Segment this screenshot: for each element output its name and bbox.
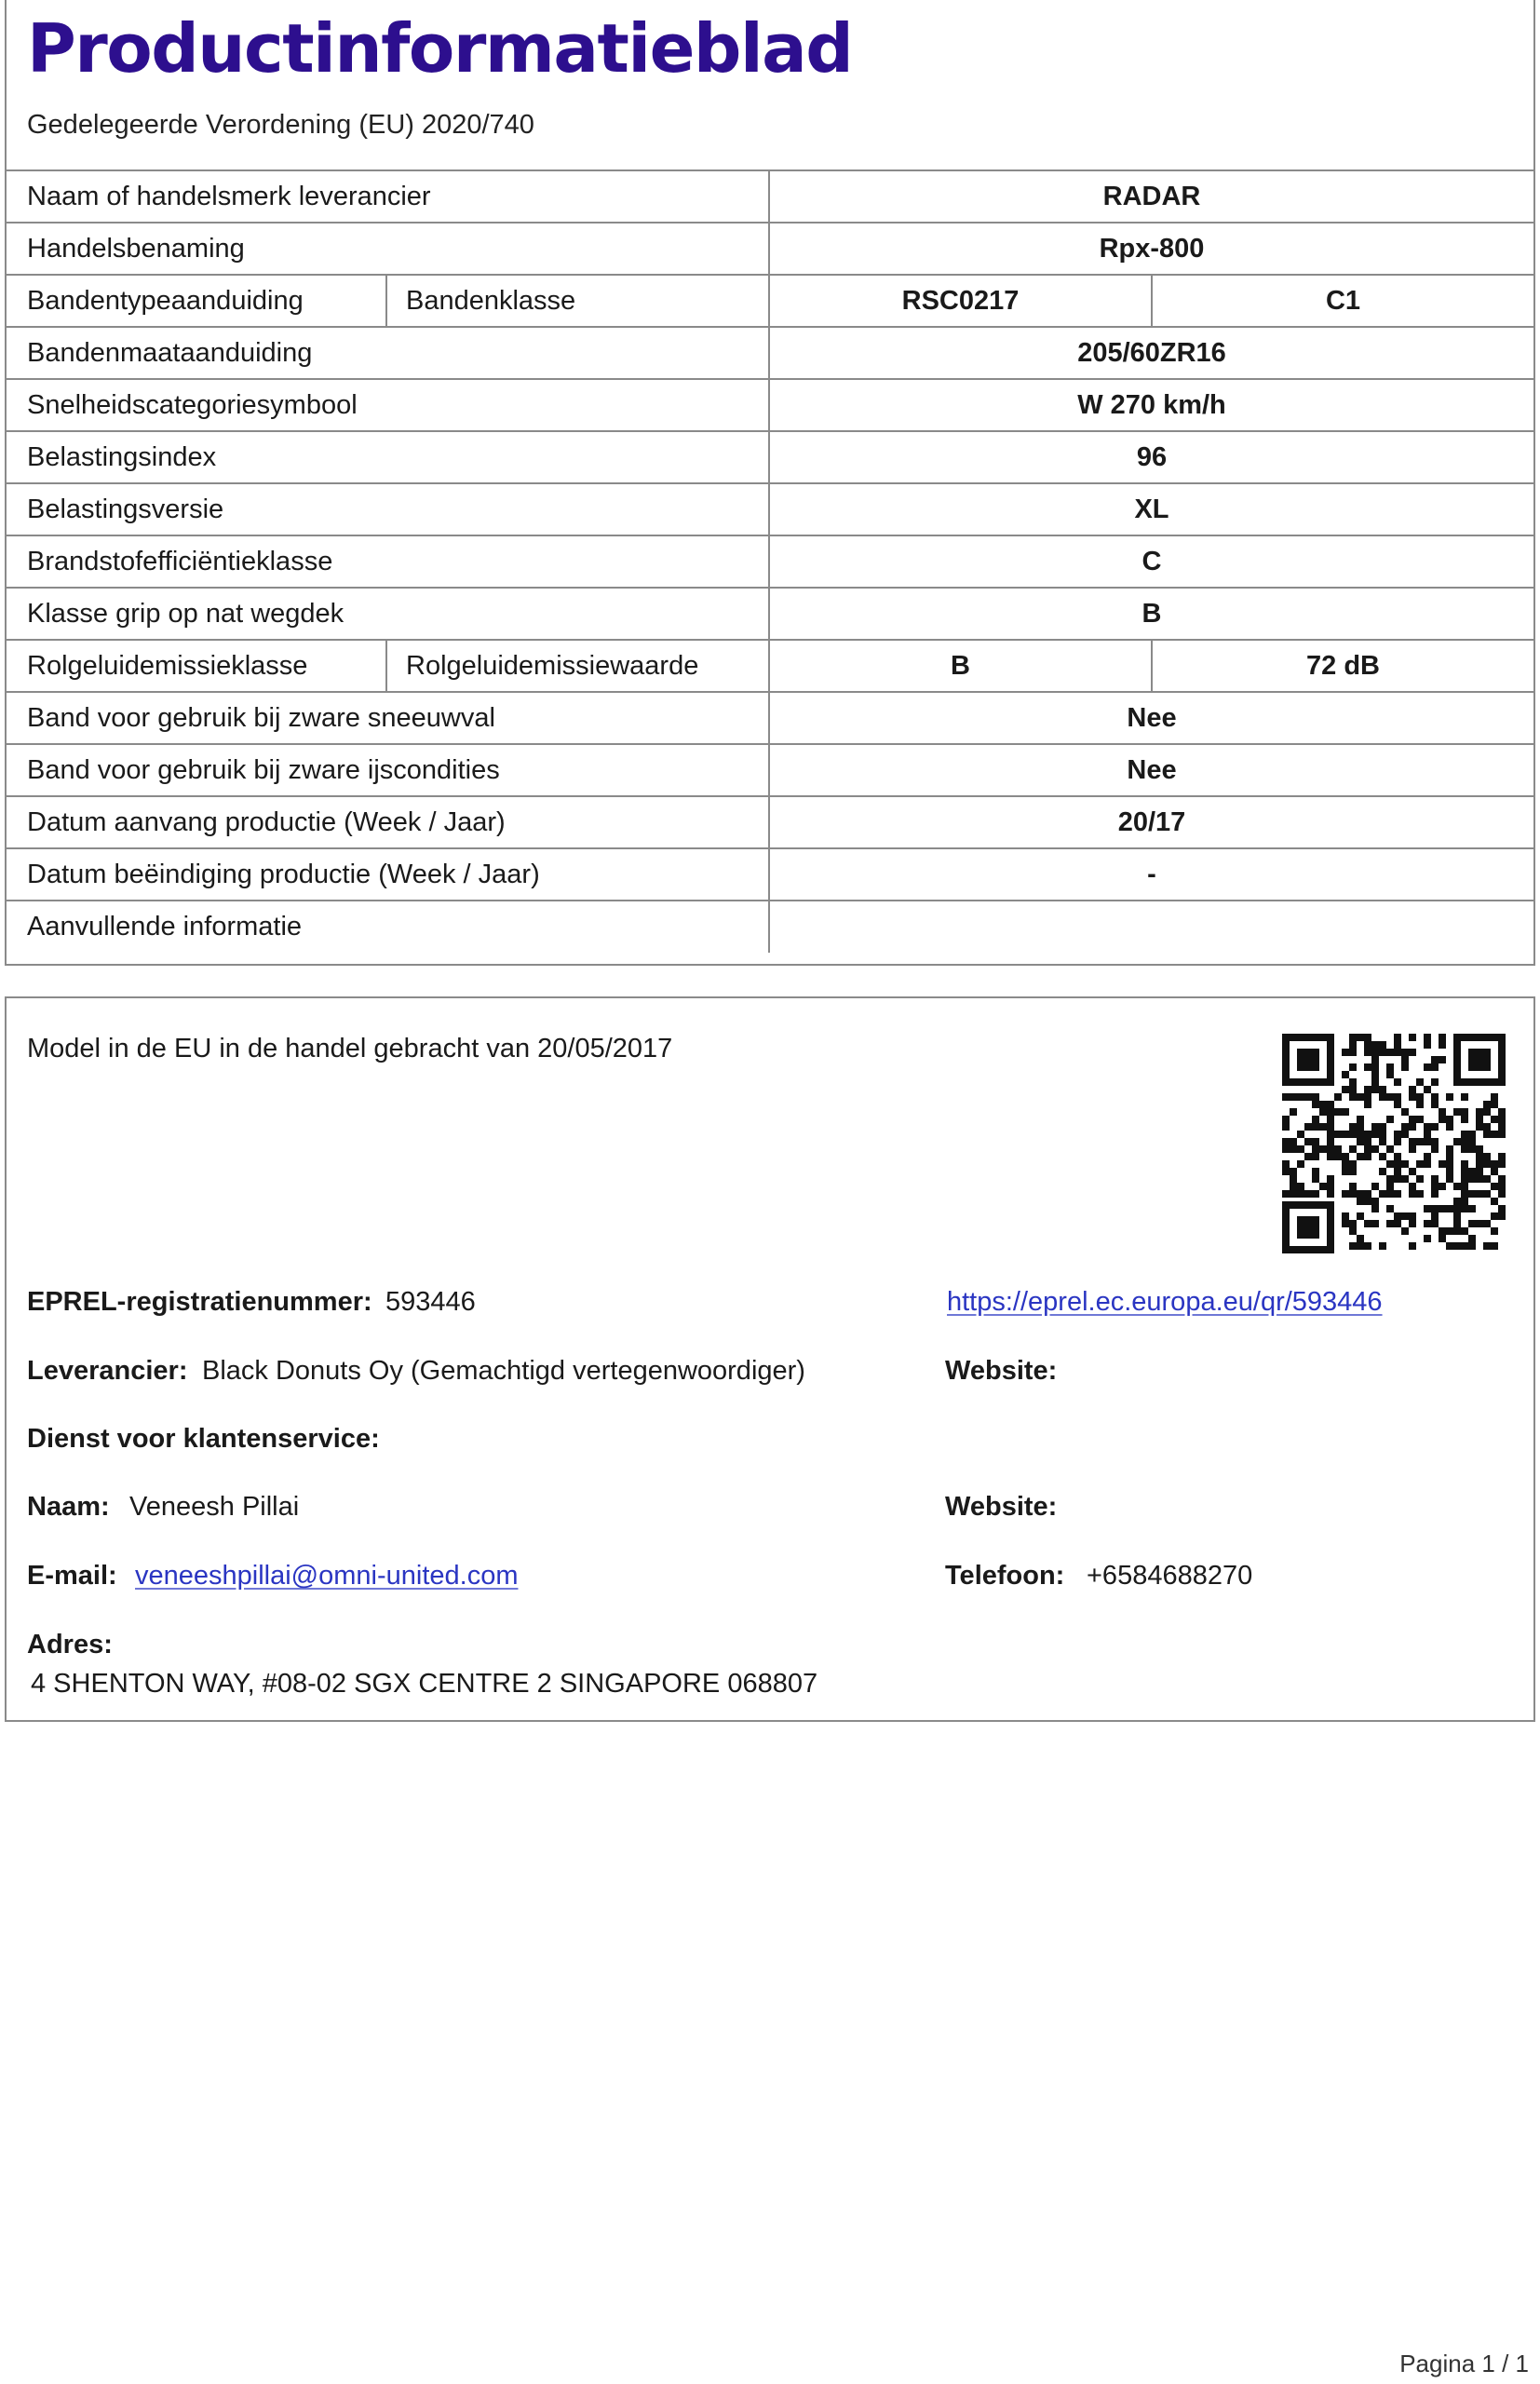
table-row <box>7 640 1533 692</box>
table-row <box>7 483 1533 535</box>
eprel-link[interactable]: https://eprel.ec.europa.eu/qr/593446 <box>947 1287 1383 1317</box>
spec-value <box>769 901 1533 953</box>
phone-label: Telefoon: <box>945 1561 1065 1591</box>
email-label: E-mail: <box>27 1561 117 1591</box>
spec-value: RADAR <box>769 170 1533 223</box>
spec-value: - <box>769 848 1533 901</box>
spec-label: Klasse grip op nat wegdek <box>7 588 769 640</box>
spec-label: Band voor gebruik bij zware sneeuwval <box>7 692 769 744</box>
spec-value: 72 dB <box>1152 640 1533 692</box>
table-row <box>7 275 1533 327</box>
spec-value: 96 <box>769 431 1533 483</box>
spec-value: 205/60ZR16 <box>769 327 1533 379</box>
spec-label: Bandenmaataanduiding <box>7 327 769 379</box>
spec-label: Datum beëindiging productie (Week / Jaar) <box>7 848 769 901</box>
regulation-subtitle: Gedelegeerde Verordening (EU) 2020/740 <box>27 110 534 140</box>
spec-value: 20/17 <box>769 796 1533 848</box>
table-row <box>7 692 1533 744</box>
market-date-text: Model in de EU in de handel gebracht van 20/05/2017 <box>27 1034 673 1063</box>
service-website-label: Website: <box>945 1492 1058 1522</box>
table-row <box>7 170 1533 223</box>
website-label: Website: <box>945 1356 1058 1386</box>
name-value: Veneesh Pillai <box>129 1492 300 1522</box>
page-title: Productinformatieblad <box>27 9 853 88</box>
product-information-sheet <box>5 0 1535 966</box>
spec-value: C1 <box>1152 275 1533 327</box>
table-row <box>7 744 1533 796</box>
supplier-info-box <box>5 996 1535 1722</box>
table-row <box>7 379 1533 431</box>
spec-label: Datum aanvang productie (Week / Jaar) <box>7 796 769 848</box>
table-row <box>7 588 1533 640</box>
page-number: Pagina 1 / 1 <box>1399 2350 1529 2377</box>
spec-label: Bandentypeaanduiding <box>7 275 386 327</box>
table-row <box>7 901 1533 953</box>
spec-label: Rolgeluidemissieklasse <box>7 640 386 692</box>
table-row <box>7 848 1533 901</box>
spec-label: Brandstofefficiëntieklasse <box>7 535 769 588</box>
spec-label: Aanvullende informatie <box>7 901 769 953</box>
customer-service-heading: Dienst voor klantenservice: <box>27 1424 380 1454</box>
address-value: 4 SHENTON WAY, #08-02 SGX CENTRE 2 SINGAPORE 068807 <box>31 1669 818 1699</box>
eprel-number: 593446 <box>385 1287 476 1317</box>
email-link[interactable]: veneeshpillai@omni-united.com <box>135 1561 519 1591</box>
table-row <box>7 431 1533 483</box>
name-label: Naam: <box>27 1492 110 1522</box>
spec-value: Nee <box>769 744 1533 796</box>
spec-value: C <box>769 535 1533 588</box>
qr-code-icon[interactable] <box>1282 1034 1506 1253</box>
spec-value: W 270 km/h <box>769 379 1533 431</box>
spec-label: Rolgeluidemissiewaarde <box>386 640 769 692</box>
table-row <box>7 796 1533 848</box>
spec-label: Handelsbenaming <box>7 223 769 275</box>
table-row <box>7 327 1533 379</box>
spec-value: RSC0217 <box>769 275 1152 327</box>
spec-label: Bandenklasse <box>386 275 769 327</box>
spec-value: B <box>769 640 1152 692</box>
spec-label: Snelheidscategoriesymbool <box>7 379 769 431</box>
spec-label: Naam of handelsmerk leverancier <box>7 170 769 223</box>
spec-label: Band voor gebruik bij zware ijscondities <box>7 744 769 796</box>
supplier-label: Leverancier: <box>27 1356 188 1386</box>
supplier-value: Black Donuts Oy (Gemachtigd vertegenwoordiger) <box>202 1356 805 1386</box>
spec-label: Belastingsversie <box>7 483 769 535</box>
table-row <box>7 223 1533 275</box>
spec-value: XL <box>769 483 1533 535</box>
specification-table <box>7 169 1533 953</box>
spec-value: B <box>769 588 1533 640</box>
eprel-label: EPREL-registratienummer: <box>27 1287 372 1317</box>
spec-value: Nee <box>769 692 1533 744</box>
address-label: Adres: <box>27 1630 113 1659</box>
table-row <box>7 535 1533 588</box>
spec-label: Belastingsindex <box>7 431 769 483</box>
phone-value: +6584688270 <box>1087 1561 1253 1591</box>
spec-value: Rpx-800 <box>769 223 1533 275</box>
